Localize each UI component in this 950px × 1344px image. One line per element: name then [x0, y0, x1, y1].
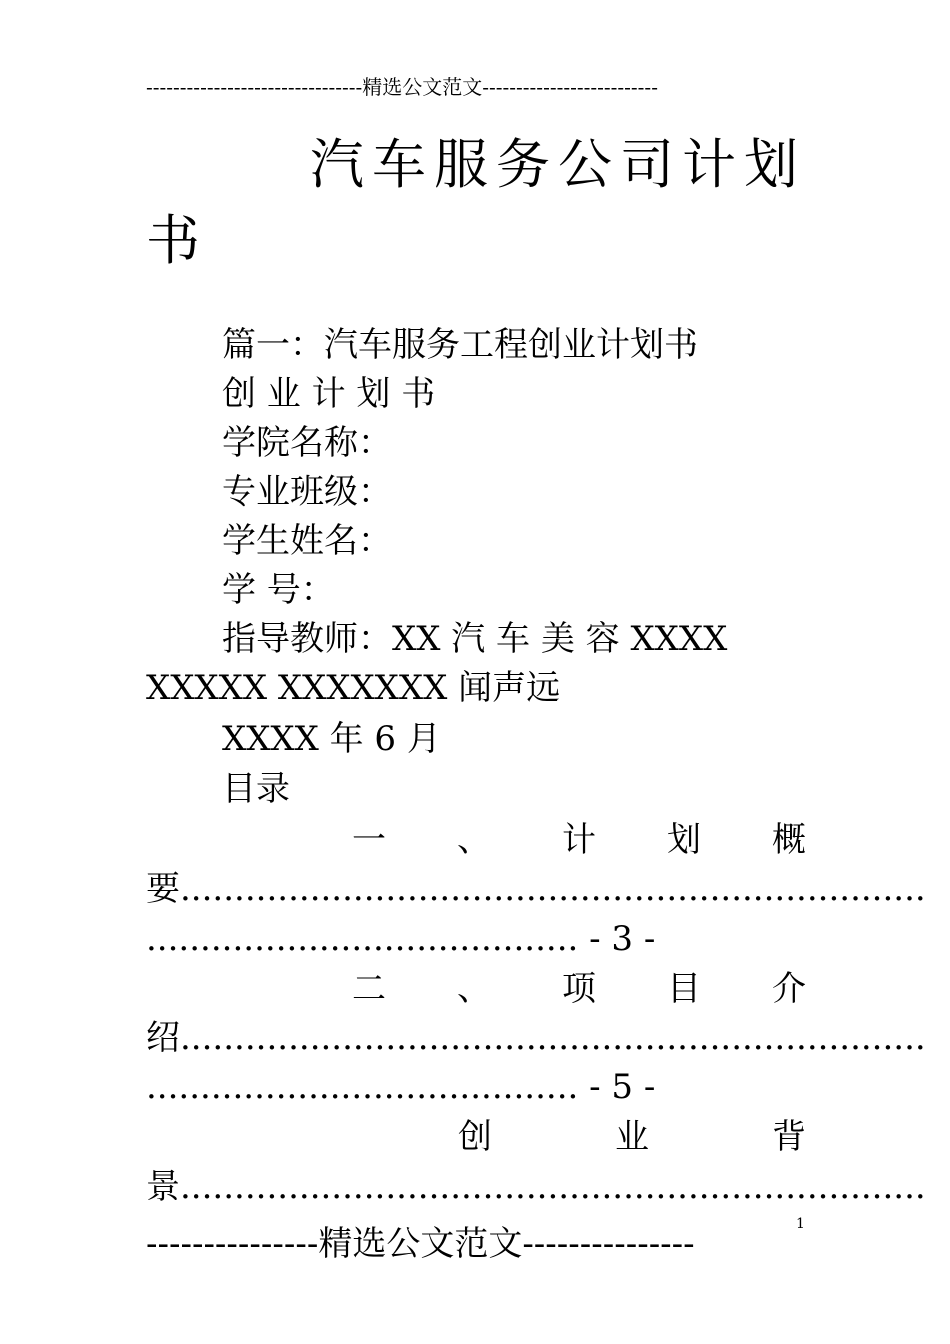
toc-entry-1-page: ........................................ - 3 - — [146, 919, 656, 959]
page-footer: ---------------精选公文范文--------------- — [146, 1224, 695, 1264]
toc-char: 项 — [562, 969, 596, 1009]
toc-entry-2-leader: 绍..................................................................... — [146, 1018, 926, 1058]
toc-char: 计 — [562, 820, 596, 860]
toc-entry-1-leader: 要..................................................................... — [146, 869, 926, 909]
toc-entry-3-leader: 景..................................................................... — [146, 1167, 926, 1207]
student-label: 学生姓名： — [222, 521, 392, 561]
toc-char: 背 — [772, 1117, 806, 1157]
document-title-line2: 书 — [146, 209, 208, 272]
toc-entry-2-heading — [146, 964, 806, 1014]
plan-heading: 创 业 计 划 书 — [222, 374, 436, 414]
page-number: 1 — [796, 1216, 805, 1232]
student-number-label: 学 号： — [222, 570, 335, 610]
date-line: XXXX 年 6 月 — [222, 719, 441, 759]
chapter-heading: 篇一：汽车服务工程创业计划书 — [222, 325, 698, 365]
teacher-line-continued: XXXXX XXXXXXX 闻声远 — [146, 668, 561, 708]
toc-char: 业 — [615, 1117, 649, 1157]
major-label: 专业班级： — [222, 472, 392, 512]
toc-char: 、 — [457, 820, 491, 860]
page-header: --------------------------------精选公文范文-------------------------- — [146, 75, 658, 99]
toc-char: 二 — [352, 969, 386, 1009]
toc-entry-3-heading — [146, 1112, 806, 1162]
toc-entry-2-page: ........................................ - 5 - — [146, 1067, 656, 1107]
toc-char: 目 — [667, 969, 701, 1009]
toc-title: 目录 — [222, 769, 290, 809]
toc-char: 划 — [667, 820, 701, 860]
toc-char: 介 — [772, 969, 806, 1009]
toc-char: 一 — [352, 820, 386, 860]
toc-char: 、 — [457, 969, 491, 1009]
toc-char: 创 — [458, 1117, 492, 1157]
toc-entry-1-heading — [146, 815, 806, 865]
document-title-line1: 汽车服务公司计划 — [310, 133, 806, 196]
college-label: 学院名称： — [222, 423, 392, 463]
toc-char: 概 — [772, 820, 806, 860]
teacher-line: 指导教师：XX 汽 车 美 容 XXXX — [222, 619, 728, 659]
